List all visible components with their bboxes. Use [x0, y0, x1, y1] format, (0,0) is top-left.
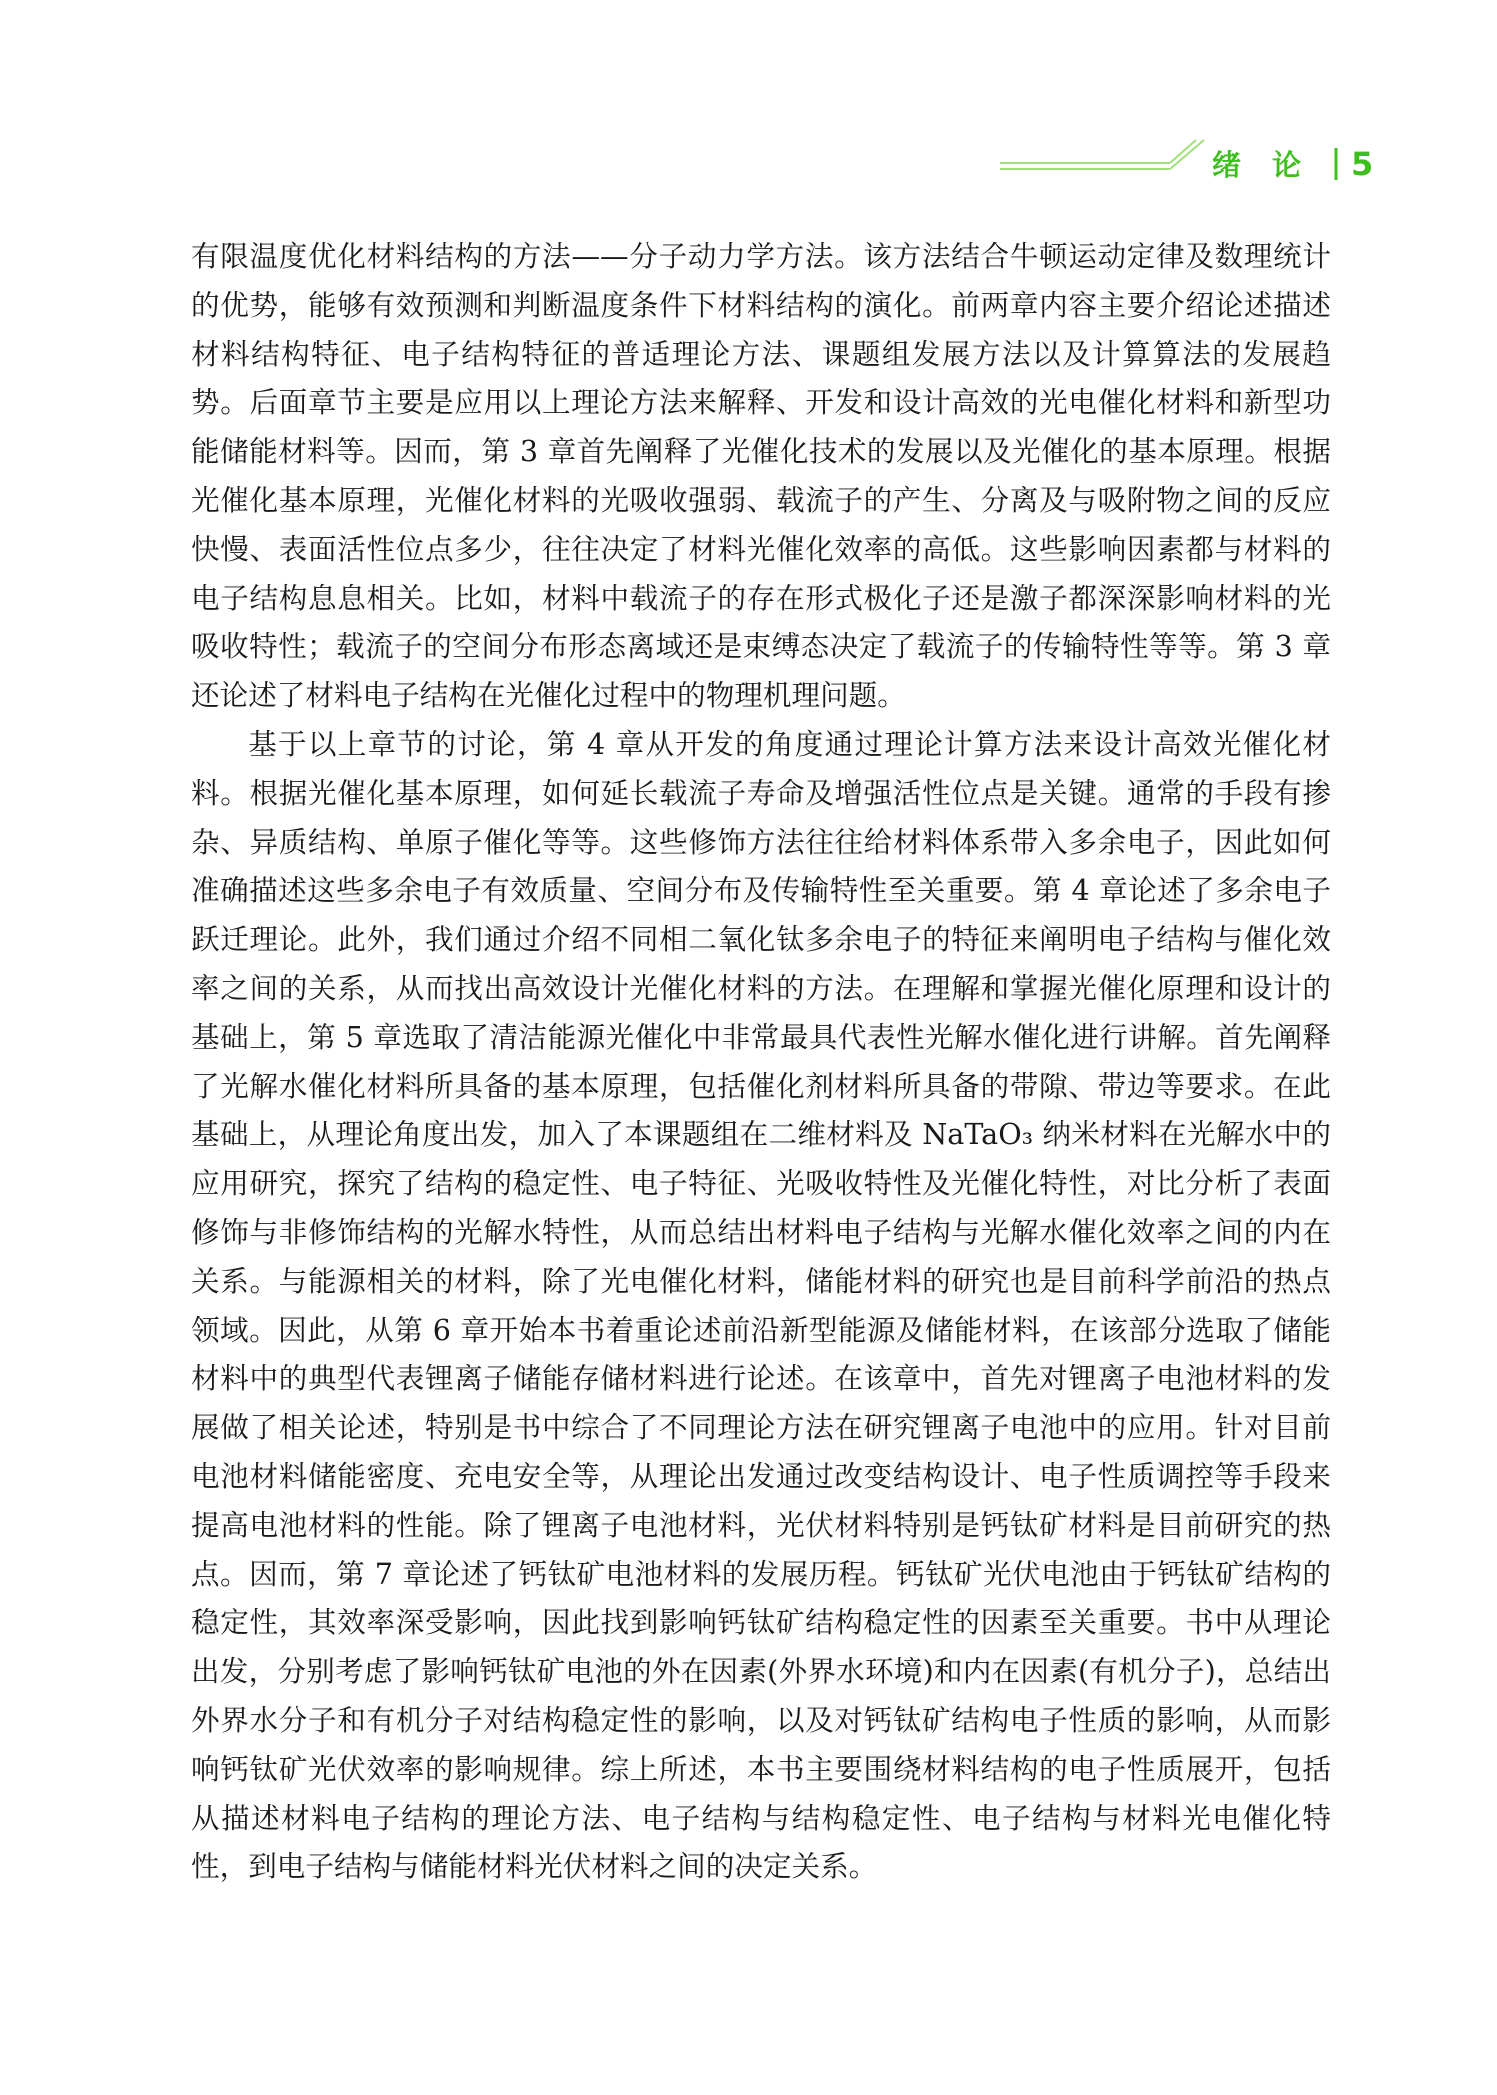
paragraph: 基于以上章节的讨论，第 4 章从开发的角度通过理论计算方法来设计高效光催化材料。根据光催化基本原理，如何延长载流子寿命及增强活性位点是关键。通常的手段有掺杂、异质结构、单原子催化等等。这些修饰方法往往给材料体系带入多余电子，因此如何准确描述这些多余电子有效质量、空间分布及传输特性至关重要。第 4 章论述了多余电子跃迁理论。此外，我们通过介绍不同相二氧化钛多余电子的特征来阐明电子结构与催化效率之间的关系，从而找出高效设计光催化材料的方法。在理解和掌握光催化原理和设计的基础上，第 5 章选取了清洁能源光催化中非常最具代表性光解水催化进行讲解。首先阐释了光解水催化材料所具备的基本原理，包括催化剂材料所具备的带隙、带边等要求。在此基础上，从理论角度出发，加入了本课题组在二维材料及 NaTaO₃ 纳米材料在光解水中的应用研究，探究了结构的稳定性、电子特征、光吸收特性及光催化特性，对比分析了表面修饰与非修饰结构的光解水特性，从而总结出材料电子结构与光解水催化效率之间的内在关系。与能源相关的材料，除了光电催化材料，储能材料的研究也是目前科学前沿的热点领域。因此，从第 6 章开始本书着重论述前沿新型能源及储能材料，在该部分选取了储能材料中的典型代表锂离子储能存储材料进行论述。在该章中，首先对锂离子电池材料的发展做了相关论述，特别是书中综合了不同理论方法在研究锂离子电池中的应用。针对目前电池材料储能密度、充电安全等，从理论出发通过改变结构设计、电子性质调控等手段来提高电池材料的性能。除了锂离子电池材料，光伏材料特别是钙钛矿材料是目前研究的热点。因而，第 7 章论述了钙钛矿电池材料的发展历程。钙钛矿光伏电池由于钙钛矿结构的稳定性，其效率深受影响，因此找到影响钙钛矿结构稳定性的因素至关重要。书中从理论出发，分别考虑了影响钙钛矿电池的外在因素(外界水环境)和内在因素(有机分子)，总结出外界水分子和有机分子对结构稳定性的影响，以及对钙钛矿结构电子性质的影响，从而影响钙钛矿光伏效率的影响规律。综上所述，本书主要围绕材料结构的电子性质展开，包括从描述材料电子结构的理论方法、电子结构与结构稳定性、电子结构与材料光电催化特性，到电子结构与储能材料光伏材料之间的决定关系。 [191, 726, 1331, 1884]
header-rule-bend-lower [1170, 140, 1204, 169]
page-header [0, 0, 1497, 200]
running-title: 绪论 [1212, 148, 1333, 182]
body-text [191, 232, 1331, 1891]
paragraph: 有限温度优化材料结构的方法——分子动力学方法。该方法结合牛顿运动定律及数理统计的优势，能够有效预测和判断温度条件下材料结构的演化。前两章内容主要介绍论述描述材料结构特征、电子结构特征的普适理论方法、课题组发展方法以及计算算法的发展趋势。后面章节主要是应用以上理论方法来解释、开发和设计高效的光电催化材料和新型功能储能材料等。因而，第 3 章首先阐释了光催化技术的发展以及光催化的基本原理。根据光催化基本原理，光催化材料的光吸收强弱、载流子的产生、分离及与吸附物之间的反应快慢、表面活性位点多少，往往决定了材料光催化效率的高低。这些影响因素都与材料的电子结构息息相关。比如，材料中载流子的存在形式极化子还是激子都深深影响材料的光吸收特性；载流子的空间分布形态离域还是束缚态决定了载流子的传输特性等等。第 3 章还论述了材料电子结构在光催化过程中的物理机理问题。 [191, 239, 1331, 713]
header-rule-bend-upper [1170, 140, 1196, 163]
page-number: 5 [1351, 145, 1374, 183]
